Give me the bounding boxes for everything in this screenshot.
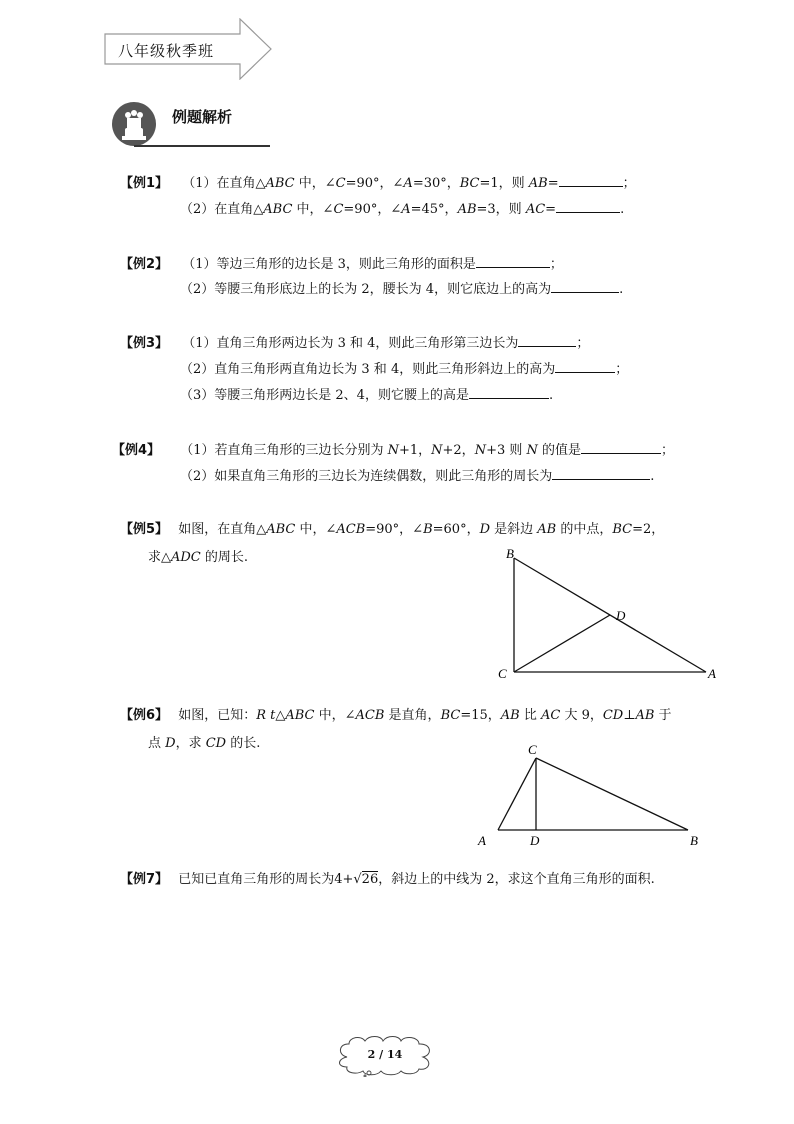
answer-blank[interactable] xyxy=(518,334,576,347)
var: AC xyxy=(540,708,561,723)
example-5-triangle-figure xyxy=(490,540,730,685)
var: AC xyxy=(525,202,546,217)
text: =45°， xyxy=(410,202,458,217)
example-2-tag: 【例2】 xyxy=(120,257,169,272)
punct: ； xyxy=(549,257,563,272)
text: ，求 xyxy=(175,736,206,751)
example-2-line-2 xyxy=(180,280,623,299)
text: =90°，∠ xyxy=(365,522,424,537)
question-text: （1）等边三角形的边长是 3，则此三角形的面积是 xyxy=(182,257,476,272)
question-text: （3）等腰三角形两边长是 2、4，则它腰上的高是 xyxy=(180,388,469,403)
example-6-line-1 xyxy=(120,707,672,725)
text: 的中点， xyxy=(556,522,613,537)
text: = xyxy=(545,202,557,217)
var: ACB xyxy=(336,522,366,537)
section-title: 例题解析 xyxy=(172,108,233,126)
text: ，斜边上的中线为 2，求这个直角三角形的面积. xyxy=(378,872,655,887)
example-5-tag: 【例5】 xyxy=(120,522,169,537)
var: AB xyxy=(500,708,520,723)
example-2-line-1 xyxy=(120,255,563,274)
example-4-line-1 xyxy=(112,441,674,460)
punct: ； xyxy=(576,336,590,351)
text: 点 xyxy=(148,736,166,751)
text: 如图，已知： xyxy=(178,708,257,723)
text: 的周长. xyxy=(200,550,249,565)
text: 在直角△ xyxy=(214,202,264,217)
text: 大 9， xyxy=(560,708,603,723)
text: =90°，∠ xyxy=(343,202,402,217)
answer-blank[interactable] xyxy=(552,467,650,480)
var: AB xyxy=(528,176,548,191)
example-6-triangle-figure xyxy=(470,738,710,853)
text: +1， xyxy=(398,443,432,458)
text: 已知已直角三角形的周长为 xyxy=(178,872,335,887)
text: =2， xyxy=(632,522,665,537)
label-b: B xyxy=(506,546,514,561)
var: N xyxy=(526,443,538,458)
text: = xyxy=(547,176,559,191)
var: AB xyxy=(457,202,477,217)
radicand: 26 xyxy=(361,872,379,887)
question-text: （2）如果直角三角形的三边长为连续偶数，则此三角形的周长为 xyxy=(180,469,553,484)
example-1-line-1 xyxy=(120,174,636,193)
page-number-cloud xyxy=(335,1035,445,1077)
text: ⊥ xyxy=(623,708,636,723)
example-3-line-1 xyxy=(120,334,589,353)
var: CD xyxy=(205,736,227,751)
section-heading xyxy=(108,100,278,150)
text: （1）若直角三角形的三边长分别为 xyxy=(180,443,388,458)
text: +3 则 xyxy=(486,443,527,458)
var: N xyxy=(431,443,443,458)
text: 在直角△ xyxy=(216,176,266,191)
example-5-line-2 xyxy=(148,549,248,567)
example-3-line-2 xyxy=(180,360,628,379)
var: D xyxy=(479,522,491,537)
text: =1，则 xyxy=(479,176,529,191)
answer-blank[interactable] xyxy=(476,255,550,268)
text: 是直角， xyxy=(384,708,441,723)
example-3-tag: 【例3】 xyxy=(120,336,169,351)
text: =30°， xyxy=(412,176,460,191)
var: AB xyxy=(635,708,655,723)
punct: ； xyxy=(615,362,629,377)
q-number: （2） xyxy=(180,202,215,217)
punct: . xyxy=(619,282,624,297)
text: =3，则 xyxy=(476,202,526,217)
segment-cd xyxy=(514,615,610,672)
var: BC xyxy=(459,176,480,191)
page-number: 2 / 14 xyxy=(367,1048,403,1061)
text: =15， xyxy=(460,708,501,723)
question-text: （2）等腰三角形底边上的长为 2，腰长为 4，则它底边上的高为 xyxy=(180,282,552,297)
text: 是斜边 xyxy=(490,522,538,537)
label-a: A xyxy=(478,833,486,848)
q-number: （1） xyxy=(182,176,217,191)
answer-blank[interactable] xyxy=(559,174,623,187)
var: BC xyxy=(612,522,633,537)
sqrt-sign: √ xyxy=(353,872,362,887)
var: D xyxy=(165,736,176,751)
var: N xyxy=(474,443,487,458)
example-6-line-2 xyxy=(148,735,260,753)
text: 求△ xyxy=(148,550,171,565)
label-c: C xyxy=(528,742,537,757)
question-text: （1）直角三角形两边长为 3 和 4，则此三角形第三边长为 xyxy=(182,336,519,351)
segment-ac xyxy=(498,758,536,830)
var: B xyxy=(423,522,433,537)
segment-cb xyxy=(536,758,688,830)
text: 中，∠ xyxy=(294,176,336,191)
var: A xyxy=(401,202,411,217)
text: 的值是 xyxy=(537,443,582,458)
example-3-line-3 xyxy=(180,386,553,405)
answer-blank[interactable] xyxy=(469,386,549,399)
example-1-line-2 xyxy=(180,200,624,219)
text: =60°， xyxy=(432,522,480,537)
punct: . xyxy=(650,469,655,484)
punct: . xyxy=(620,202,625,217)
example-5-line-1 xyxy=(120,521,664,539)
example-4-tag: 【例4】 xyxy=(112,443,161,458)
label-c: C xyxy=(498,666,507,681)
text: 于 xyxy=(654,708,672,723)
text: 中，∠ xyxy=(314,708,356,723)
answer-blank[interactable] xyxy=(556,200,620,213)
example-1-tag: 【例1】 xyxy=(120,176,169,191)
punct: ； xyxy=(622,176,636,191)
example-7-line xyxy=(120,871,655,889)
punct: ； xyxy=(661,443,675,458)
text: 中，∠ xyxy=(292,202,334,217)
text: +2， xyxy=(442,443,475,458)
question-text: （2）直角三角形两直角边长为 3 和 4，则此三角形斜边上的高为 xyxy=(180,362,556,377)
var: CD xyxy=(602,708,624,723)
text: 的长. xyxy=(226,736,261,751)
var: ACB xyxy=(355,708,385,723)
label-b: B xyxy=(690,833,698,848)
label-d: D xyxy=(616,608,626,623)
label-d: D xyxy=(530,833,540,848)
text: △ xyxy=(275,708,286,723)
example-4-line-2 xyxy=(180,467,654,486)
var: C xyxy=(333,202,344,217)
header-tab xyxy=(104,18,274,80)
punct: . xyxy=(548,388,554,403)
label-a: A xyxy=(708,666,716,681)
text: =90°，∠ xyxy=(345,176,404,191)
var: A xyxy=(403,176,413,191)
var: ADC xyxy=(171,550,201,565)
text: 比 xyxy=(519,708,541,723)
var: C xyxy=(335,176,346,191)
answer-blank[interactable] xyxy=(551,280,619,293)
class-name: 八年级秋季班 xyxy=(118,42,215,60)
var: ABC xyxy=(263,202,293,217)
var: ABC xyxy=(285,708,315,723)
answer-blank[interactable] xyxy=(555,360,615,373)
text: 4+ xyxy=(334,872,354,887)
var: AB xyxy=(537,522,557,537)
var: ABC xyxy=(265,176,295,191)
var: ABC xyxy=(266,522,296,537)
answer-blank[interactable] xyxy=(581,441,661,454)
var: N xyxy=(387,443,399,458)
var: R t xyxy=(256,708,276,723)
var: BC xyxy=(440,708,461,723)
example-7-tag: 【例7】 xyxy=(120,872,169,887)
example-6-tag: 【例6】 xyxy=(120,708,169,723)
text: 如图，在直角△ xyxy=(178,522,267,537)
text: 中，∠ xyxy=(295,522,337,537)
